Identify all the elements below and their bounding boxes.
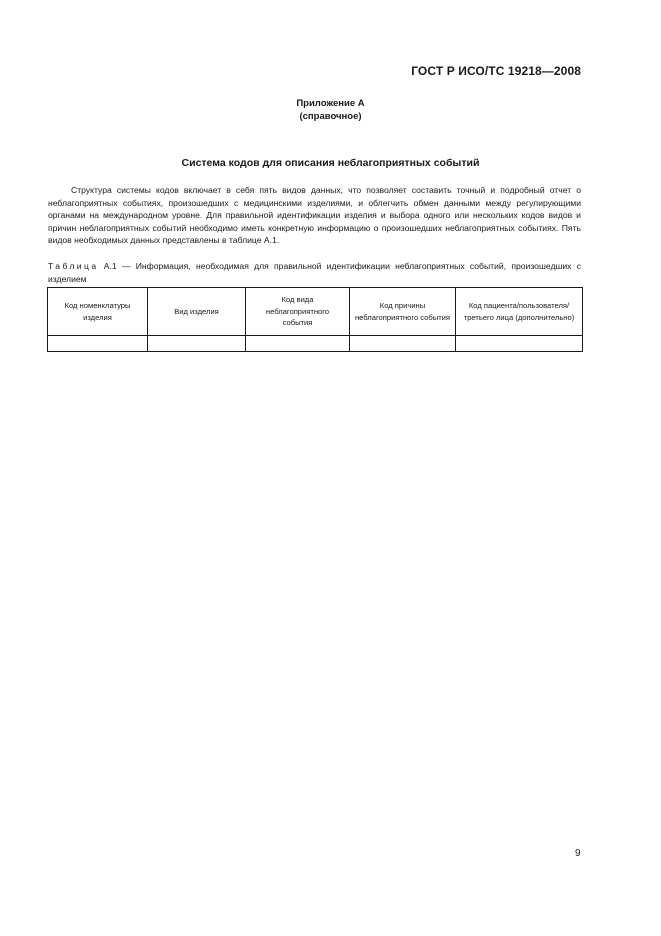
page-number: 9 [575,848,581,859]
table-row [48,336,583,352]
section-title: Система кодов для описания неблагоприятных событий [181,157,480,169]
data-table [47,287,583,352]
annex-subtitle: (справочное) [299,111,362,122]
table-caption-label: Таблица [48,261,99,271]
table-caption [48,260,581,285]
table-cell [246,336,350,352]
table-caption-text: А.1 — Информация, необходимая для правильной идентификации неблагоприятных событий, произошедших с изделием [48,261,581,284]
body-paragraph: Структура системы кодов включает в себя пять видов данных, что позволяет составить точный и подробный отчет о неблагоприятных событиях, произошедших с медицинскими изделиями, и облегчить обмен данными между регулирующими органами на международном уровне. Для правильной идентификации изделия и выбора одного или нескольких кодов видов и причин неблагоприятных событий необходимо иметь конкретную информацию о произошедших неблагоприятных событиях. Пять видов необходимых данных представлены в таблице А.1. [48,185,581,246]
column-header-device-type: Вид изделия [148,288,246,336]
table-cell [456,336,583,352]
column-header-nomenclature-code: Код номенклатуры изделия [48,288,148,336]
table-cell [148,336,246,352]
table-cell [48,336,148,352]
annex-heading [0,97,661,123]
document-code-header: ГОСТ Р ИСО/ТС 19218—2008 [411,64,581,78]
column-header-event-cause-code: Код причины неблагоприятного события [350,288,456,336]
table-header-row [48,288,583,336]
table-cell [350,336,456,352]
annex-title: Приложение А [296,98,365,109]
column-header-event-type-code: Код вида неблагоприятного события [246,288,350,336]
column-header-patient-user-code: Код пациента/пользователя/ третьего лица (дополнительно) [456,288,583,336]
